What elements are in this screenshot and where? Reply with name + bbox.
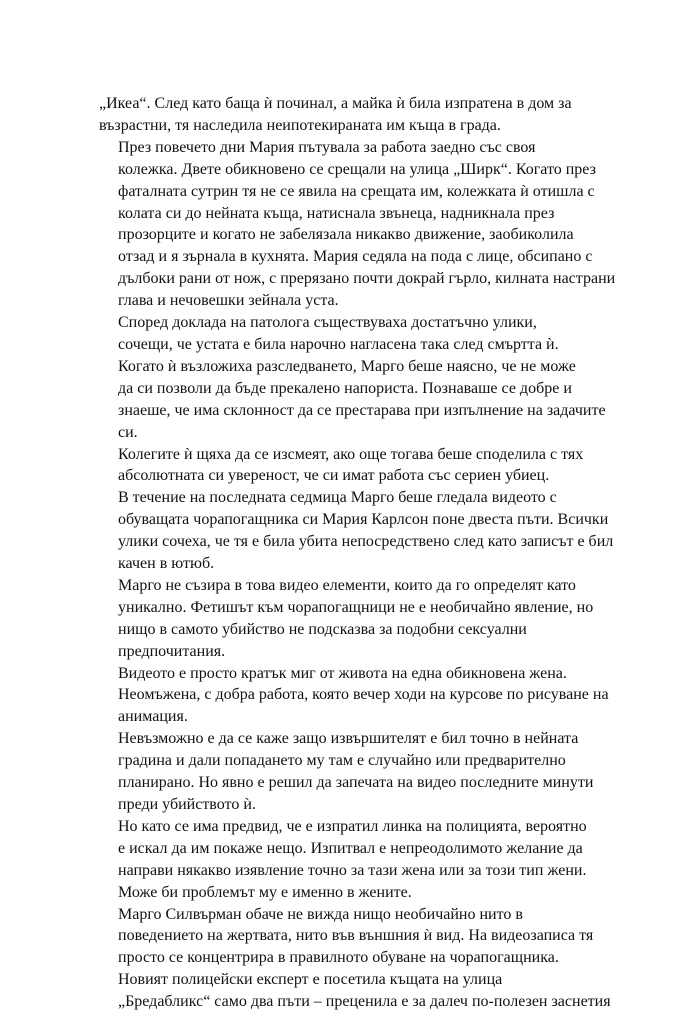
text-line: направи някакво изявление точно за тази жена или за този тип жени. (118, 861, 587, 879)
text-line: Когато ѝ възложиха разследването, Марго беше наясно, че не може (118, 357, 576, 375)
paragraph (99, 93, 602, 137)
text-line: глава и нечовешки зейнала уста. (118, 292, 339, 310)
text-line: Марго Силвърман обаче не вижда нищо необичайно нито в (118, 905, 523, 923)
paragraph (99, 575, 602, 663)
text-line: уникално. Фетишът към чорапогащници не е необичайно явление, но (118, 598, 594, 616)
paragraph (99, 137, 616, 312)
body-text (99, 93, 616, 1013)
text-line: си. (118, 423, 138, 441)
text-line: планирано. Но явно е решил да запечата на видео последните минути (118, 774, 594, 792)
text-line: анимация. (118, 708, 188, 726)
text-line: През повечето дни Мария пътувала за работа заедно със своя (118, 138, 536, 156)
text-line: възрастни, тя наследила неипотекираната им къща в града. (99, 116, 501, 134)
text-line: колежка. Двете обикновено се срещали на улица „Ширк“. Когато през (118, 160, 596, 178)
text-line: преди убийството ѝ. (118, 796, 256, 813)
text-line: просто се концентрира в правилното обуване на чорапогащника. (118, 949, 559, 967)
text-line: Новият полицейски експерт е посетила къщата на улица (118, 971, 503, 989)
text-line: обуващата чорапогащника си Мария Карлсон поне двеста пъти. Всички (118, 511, 609, 529)
text-line: нищо в самото убийство не подсказва за подобни сексуални (118, 620, 527, 638)
text-line: предпочитания. (118, 642, 226, 660)
text-line: Според доклада на патолога съществуваха достатъчно улики, (118, 314, 537, 332)
text-line: Може би проблемът му е именно в жените. (118, 883, 412, 901)
paragraph (99, 444, 602, 488)
text-line: дълбоки рани от нож, с прерязано почти докрай гърло, килната настрани (118, 270, 616, 288)
text-line: абсолютната си увереност, че си имат работа със сериен убиец. (118, 467, 550, 485)
paragraph (99, 904, 602, 970)
paragraph (99, 969, 611, 1013)
text-line: знаеше, че има склонност да се престарава при изпълнение на задачите (118, 401, 606, 419)
text-line: В течение на последната седмица Марго беше гледала видеото с (118, 489, 557, 507)
text-line: сочещи, че устата е била нарочно нагласена така след смъртта ѝ. (118, 335, 559, 353)
text-line: прозорците и когато не забелязала никакво движение, заобиколила (118, 226, 574, 244)
text-line: Колегите ѝ щяха да се изсмеят, ако още тогава беше споделила с тях (118, 445, 584, 463)
text-line: „Бредабликс“ само два пъти – преценила е за далеч по-полезен заснетия (118, 993, 611, 1011)
text-line: да си позволи да бъде прекалено напориста. Познаваше се добре и (118, 379, 572, 397)
paragraph (99, 728, 602, 816)
text-line: качен в ютюб. (118, 555, 215, 573)
text-line: градина и дали попадането му там е случайно или предварително (118, 752, 566, 770)
text-line: Невъзможно е да се каже защо извършителят е бил точно в нейната (118, 730, 579, 748)
text-line: „Икеа“. След като баща ѝ починал, а майка ѝ била изпратена в дом за (99, 95, 572, 112)
text-line: Неомъжена, с добра работа, която вечер ходи на курсове по рисуване на (118, 686, 609, 704)
text-line: Но като се има предвид, че е изпратил линка на полицията, вероятно (118, 817, 587, 835)
paragraph (99, 663, 609, 729)
text-line: Видеото е просто кратък миг от живота на една обикновена жена. (118, 664, 567, 682)
text-line: поведението на жертвата, нито във външния ѝ вид. На видеозаписа тя (118, 927, 594, 945)
text-line: фаталната сутрин тя не се явила на срещата им, колежката ѝ отишла с (118, 182, 595, 200)
text-line: улики сочеха, че тя е била убита непосредствено след като записът е бил (118, 533, 614, 551)
paragraph (99, 312, 602, 356)
text-line: е искал да им покаже нещо. Изпитвал е непреодолимото желание да (118, 839, 583, 857)
paragraph (99, 816, 602, 904)
paragraph (99, 356, 606, 444)
text-line: отзад и я зърнала в кухнята. Мария седяла на пода с лице, обсипано с (118, 248, 593, 266)
paragraph (99, 487, 614, 575)
text-line: колата си до нейната къща, натиснала звънеца, надникнала през (118, 204, 555, 222)
text-line: Марго не съзира в това видео елементи, които да го определят като (118, 576, 576, 594)
